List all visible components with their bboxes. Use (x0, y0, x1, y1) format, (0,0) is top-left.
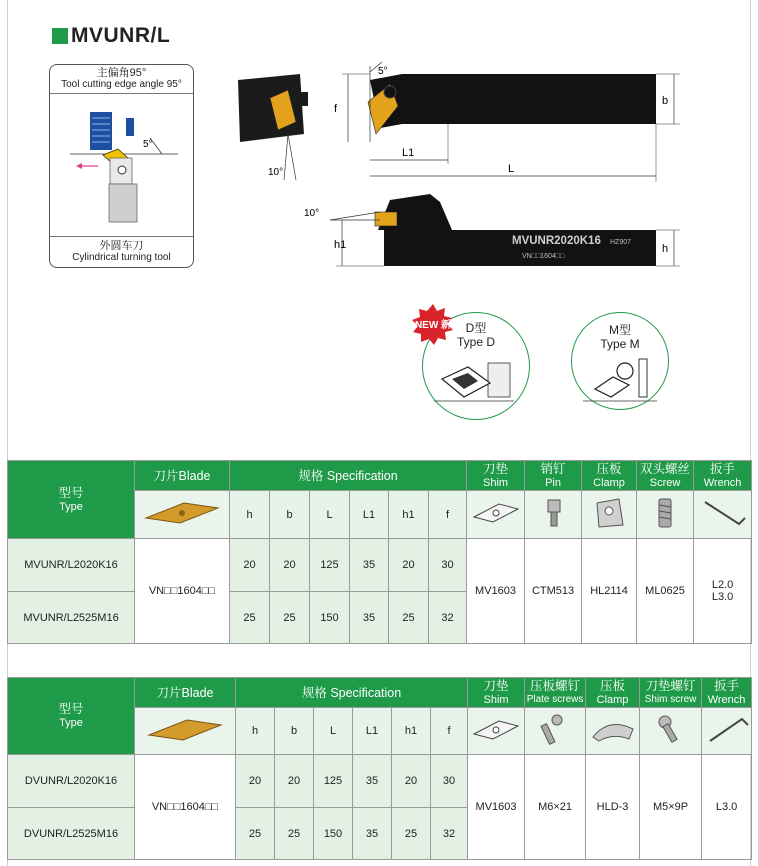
dim-L-label: L (508, 163, 515, 175)
end-view-shank-icon (238, 74, 304, 142)
pin-icon (533, 498, 573, 528)
spec-header: 规格 Specification (230, 461, 467, 491)
clamp-code: HL2114 (582, 539, 637, 644)
clamp-code: HLD-3 (586, 755, 640, 860)
col-b: b (275, 708, 314, 755)
cell-f: 30 (429, 539, 467, 592)
col-h1: h1 (392, 708, 431, 755)
type-d-en: Type D (456, 335, 495, 349)
wrench-image-cell (702, 708, 752, 755)
col-f: f (431, 708, 468, 755)
dim-L1-label: L1 (402, 147, 415, 159)
cell-h: 25 (236, 808, 275, 860)
cell-h1: 20 (392, 755, 431, 808)
tool-shank-icon (109, 184, 137, 222)
new-badge-label: NEW 新 (414, 320, 452, 331)
clamp-header: 压板 Clamp (582, 461, 637, 491)
col-L1: L1 (353, 708, 392, 755)
cell-h: 20 (230, 539, 270, 592)
clamp-image-cell (582, 491, 637, 539)
type-header: 型号 Type (8, 678, 135, 755)
blade-insert-icon (145, 717, 225, 743)
holder-drawing (230, 62, 690, 272)
workpiece-chuck-icon (126, 118, 134, 136)
cell-L: 125 (310, 539, 350, 592)
col-L: L (314, 708, 353, 755)
col-b: b (270, 491, 310, 539)
table-row-type: DVUNR/L2525M16 (8, 808, 135, 860)
shim-code: MV1603 (467, 539, 525, 644)
type-m-cn: M型 (609, 323, 631, 337)
type-header: 型号 Type (8, 461, 135, 539)
shim-screw-icon (651, 714, 691, 746)
inset-diagram (50, 94, 192, 236)
screw-image-cell (637, 491, 694, 539)
cell-L: 150 (314, 808, 353, 860)
screw-icon (645, 497, 685, 529)
angle-top-label: 5° (378, 66, 388, 77)
blade-header: 刀片Blade (135, 678, 236, 708)
blade-insert-icon (142, 500, 222, 526)
angle-left-label: 10° (268, 167, 284, 178)
insert-code: VN□□1604□□ (135, 755, 236, 860)
spec-header: 规格 Specification (236, 678, 468, 708)
cell-h: 20 (236, 755, 275, 808)
holder-insert-code: VN□□1604□□ (522, 253, 565, 260)
cell-h: 25 (230, 592, 270, 644)
wrench-code: L2.0 L3.0 (694, 539, 752, 644)
shim-screw-image-cell (640, 708, 702, 755)
wrench-code: L3.0 (702, 755, 752, 860)
pin-code: CTM513 (525, 539, 582, 644)
clamp-icon (589, 715, 637, 745)
shim-code: MV1603 (468, 755, 525, 860)
blade-image-cell (135, 491, 230, 539)
plate-screw-image-cell (525, 708, 586, 755)
holder-brand: HZ907 (610, 239, 632, 246)
cell-f: 32 (431, 808, 468, 860)
shim-icon (471, 501, 521, 525)
dim-f-label: f (334, 103, 338, 115)
clamp-icon (589, 497, 629, 529)
spec-table-dvunr (7, 677, 752, 860)
col-f: f (429, 491, 467, 539)
dim-b-label: b (662, 95, 669, 107)
title-square-icon (52, 28, 68, 44)
inset-angle-label: 5° (143, 139, 153, 150)
shim-image-cell (467, 491, 525, 539)
type-m-badge (571, 312, 669, 410)
cell-L1: 35 (353, 808, 392, 860)
cell-L: 125 (314, 755, 353, 808)
title-block (52, 24, 170, 48)
shim-header: 刀垫 Shim (468, 678, 525, 708)
wrench-icon (704, 715, 750, 745)
type-d-cn: D型 (465, 321, 487, 335)
feed-arrow-icon (76, 163, 82, 169)
inset-caption-cn: 外圆车刀 (99, 240, 144, 252)
insert-code: VN□□1604□□ (135, 539, 230, 644)
top-view-shank-icon (402, 74, 656, 124)
cutting-angle-inset (49, 64, 194, 268)
inset-title-en: Tool cutting edge angle 95° (61, 79, 182, 90)
pin-header: 销钉 Pin (525, 461, 582, 491)
screw-code: ML0625 (637, 539, 694, 644)
dim-h-label: h (662, 243, 669, 255)
cell-h1: 25 (389, 592, 429, 644)
pin-image-cell (525, 491, 582, 539)
shim-screw-code: M5×9P (640, 755, 702, 860)
clamp-image-cell (586, 708, 640, 755)
table-row-type: MVUNR/L2525M16 (8, 592, 135, 644)
inset-caption-en: Cylindrical turning tool (72, 252, 171, 263)
plate-screw-code: M6×21 (525, 755, 586, 860)
cell-f: 32 (429, 592, 467, 644)
cell-b: 25 (275, 808, 314, 860)
cell-L1: 35 (350, 539, 389, 592)
holder-marking: MVUNR2020K16 (512, 235, 601, 247)
blade-image-cell (135, 708, 236, 755)
clamp-header: 压板 Clamp (586, 678, 640, 708)
cell-L1: 35 (350, 592, 389, 644)
wrench-header: 扳手 Wrench (694, 461, 752, 491)
shim-image-cell (468, 708, 525, 755)
page-title: MVUNR/L (71, 24, 171, 47)
cell-L1: 35 (353, 755, 392, 808)
cell-b: 20 (275, 755, 314, 808)
shim-screw-header: 刀垫螺钉 Shim screw (640, 678, 702, 708)
new-badge-icon (410, 302, 456, 348)
shim-header: 刀垫 Shim (467, 461, 525, 491)
cell-L: 150 (310, 592, 350, 644)
plate-screw-header: 压板螺钉 Plate screws (525, 678, 586, 708)
dim-h1-label: h1 (334, 239, 347, 251)
inset-divider-bottom (50, 236, 193, 237)
col-h: h (236, 708, 275, 755)
wrench-icon (699, 498, 747, 528)
col-h1: h1 (389, 491, 429, 539)
type-m-clamp-icon (573, 353, 667, 409)
side-view-insert-icon (375, 212, 397, 226)
cell-b: 25 (270, 592, 310, 644)
col-h: h (230, 491, 270, 539)
wrench-image-cell (694, 491, 752, 539)
cell-h1: 25 (392, 808, 431, 860)
inset-title-cn: 主偏角95° (96, 67, 147, 79)
col-L1: L1 (350, 491, 389, 539)
cell-b: 20 (270, 539, 310, 592)
blade-header: 刀片Blade (135, 461, 230, 491)
spec-table-mvunr (7, 460, 752, 644)
table-row-type: DVUNR/L2020K16 (8, 755, 135, 808)
cell-f: 30 (431, 755, 468, 808)
angle-side-label: 10° (304, 208, 320, 219)
type-d-clamp-icon (424, 353, 528, 417)
table-row-type: MVUNR/L2020K16 (8, 539, 135, 592)
wrench-header: 扳手 Wrench (702, 678, 752, 708)
type-m-en: Type M (600, 337, 640, 351)
shim-icon (471, 718, 521, 742)
plate-screw-icon (535, 714, 575, 746)
cell-h1: 20 (389, 539, 429, 592)
screw-header: 双头螺丝 Screw (637, 461, 694, 491)
col-L: L (310, 491, 350, 539)
